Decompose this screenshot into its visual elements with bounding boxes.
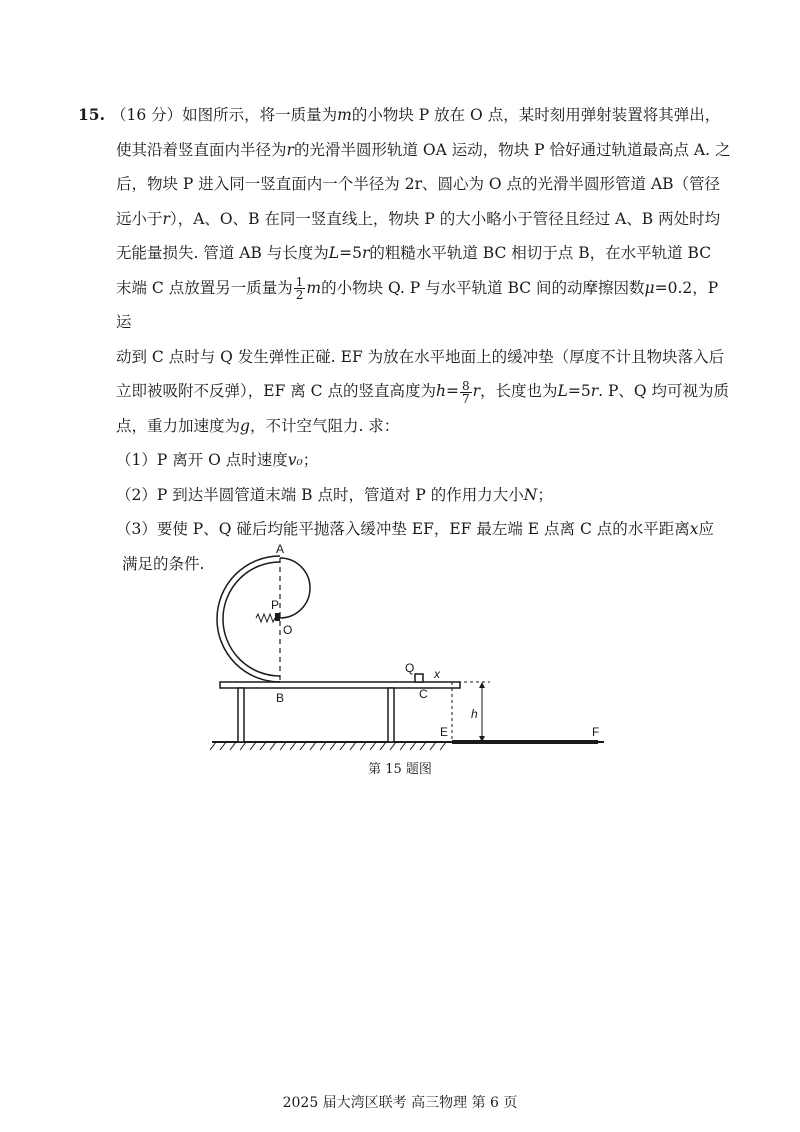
label-b: B bbox=[276, 691, 285, 705]
problem-line bbox=[78, 202, 738, 237]
var-m: m bbox=[337, 106, 352, 124]
problem-text: ），A、O、B 在同一竖直线上，物块 P 的大小略小于管径且经过 A、B 两处时均 bbox=[169, 209, 721, 228]
problem-text: 后，物块 P 进入同一竖直面内一个半径为 2r、圆心为 O 点的光滑半圆形管道 AB（管径 bbox=[116, 175, 721, 193]
problem-text: （2）P 到达半圆管道末端 B 点时，管道对 P 的作用力大小 bbox=[116, 485, 524, 504]
problem-text: =5 bbox=[567, 382, 591, 400]
fraction-half bbox=[294, 276, 306, 301]
problem-text: = bbox=[445, 382, 459, 400]
problem-text: 的光滑半圆形轨道 OA 运动，物块 P 恰好通过轨道最高点 A. 之 bbox=[293, 140, 731, 159]
problem-text: （3）要使 P、Q 碰后均能平抛落入缓冲垫 EF，EF 最左端 E 点离 C 点的水平距离 bbox=[116, 520, 690, 538]
spring-launcher bbox=[256, 614, 275, 622]
problem-text: ，不计空气阻力. 求： bbox=[249, 416, 400, 435]
problem-15 bbox=[78, 98, 738, 581]
var-v0: v₀ bbox=[287, 451, 303, 469]
var-r: r bbox=[286, 140, 294, 159]
problem-line bbox=[78, 236, 738, 271]
fraction-denominator: 7 bbox=[461, 391, 470, 406]
var-r: r bbox=[361, 244, 370, 262]
problem-line bbox=[78, 167, 738, 202]
var-L: L bbox=[328, 244, 340, 262]
arrow-up-icon bbox=[479, 682, 485, 688]
page-footer: 2025 届大湾区联考 高三物理 第 6 页 bbox=[282, 1095, 518, 1111]
label-q: Q bbox=[405, 661, 415, 675]
problem-line bbox=[78, 98, 738, 133]
problem-text: 的粗糙水平轨道 BC 相切于点 B，在水平轨道 BC bbox=[369, 244, 712, 262]
table-leg-right bbox=[388, 688, 394, 742]
label-h: h bbox=[471, 707, 478, 721]
problem-text: 立即被吸附不反弹），EF 离 C 点的竖直高度为 bbox=[116, 382, 436, 400]
fraction-eight-sevenths bbox=[460, 380, 472, 405]
pipe-ab-outer bbox=[217, 556, 280, 682]
track-diagram bbox=[200, 538, 620, 760]
label-p: P bbox=[271, 598, 280, 612]
problem-text: =5 bbox=[339, 244, 362, 262]
problem-text: 点，重力加速度为 bbox=[116, 416, 241, 435]
label-e: E bbox=[440, 725, 449, 739]
label-f: F bbox=[592, 725, 600, 739]
var-r: r bbox=[162, 209, 170, 228]
label-x: x bbox=[434, 667, 440, 681]
var-h: h bbox=[435, 382, 446, 400]
problem-text: 远小于 bbox=[116, 209, 163, 228]
problem-line bbox=[78, 409, 738, 444]
problem-text: 满足的条件. bbox=[122, 554, 205, 573]
label-c: C bbox=[419, 687, 428, 701]
block-q bbox=[415, 674, 423, 682]
problem-line bbox=[78, 271, 738, 340]
figure-15 bbox=[200, 538, 620, 760]
sub-question-1 bbox=[78, 443, 738, 478]
label-a: A bbox=[276, 542, 285, 556]
figure-caption: 第 15 题图 bbox=[368, 762, 432, 777]
problem-text: 应 bbox=[698, 520, 714, 538]
problem-line bbox=[78, 340, 738, 375]
var-r: r bbox=[590, 382, 599, 400]
problem-text: 末端 C 点放置另一质量为 bbox=[116, 278, 293, 297]
sub-question-2 bbox=[78, 478, 738, 513]
problem-text: ，长度也为 bbox=[480, 382, 558, 400]
problem-text: 无能量损失. 管道 AB 与长度为 bbox=[116, 244, 329, 262]
var-m: m bbox=[306, 278, 322, 297]
fraction-numerator: 1 bbox=[295, 275, 304, 289]
problem-text: ； bbox=[302, 451, 319, 469]
problem-text: ； bbox=[537, 485, 553, 504]
problem-text: . P、Q 均可视为质 bbox=[598, 382, 730, 400]
question-points: （16 分） bbox=[110, 106, 183, 124]
var-r: r bbox=[472, 382, 481, 400]
var-N: N bbox=[523, 485, 538, 504]
problem-text: =0.2，P 运 bbox=[116, 278, 719, 331]
table-leg-left bbox=[238, 688, 244, 742]
ground-hatching bbox=[210, 742, 446, 750]
block-p bbox=[275, 613, 280, 621]
fraction-denominator: 2 bbox=[295, 288, 304, 302]
question-number: 15. bbox=[78, 105, 105, 124]
track-oa bbox=[280, 558, 310, 618]
problem-line bbox=[78, 374, 738, 409]
problem-text: 动到 C 点时与 Q 发生弹性正碰. EF 为放在水平地面上的缓冲垫（厚度不计且物块落入后 bbox=[116, 347, 725, 366]
problem-text: 的小物块 P 放在 O 点，某时刻用弹射装置将其弹出， bbox=[351, 106, 721, 124]
label-o: O bbox=[283, 623, 293, 637]
problem-line bbox=[78, 133, 738, 168]
var-g: g bbox=[240, 416, 250, 435]
problem-text: 使其沿着竖直面内半径为 bbox=[116, 140, 287, 159]
var-x: x bbox=[689, 520, 699, 538]
var-mu: μ bbox=[644, 278, 655, 297]
fraction-numerator: 8 bbox=[461, 378, 470, 393]
problem-text: （1）P 离开 O 点时速度 bbox=[116, 451, 288, 469]
var-L: L bbox=[557, 382, 568, 400]
problem-text: 的小物块 Q. P 与水平轨道 BC 间的动摩擦因数 bbox=[321, 278, 645, 297]
problem-text: 如图所示，将一质量为 bbox=[182, 106, 338, 124]
